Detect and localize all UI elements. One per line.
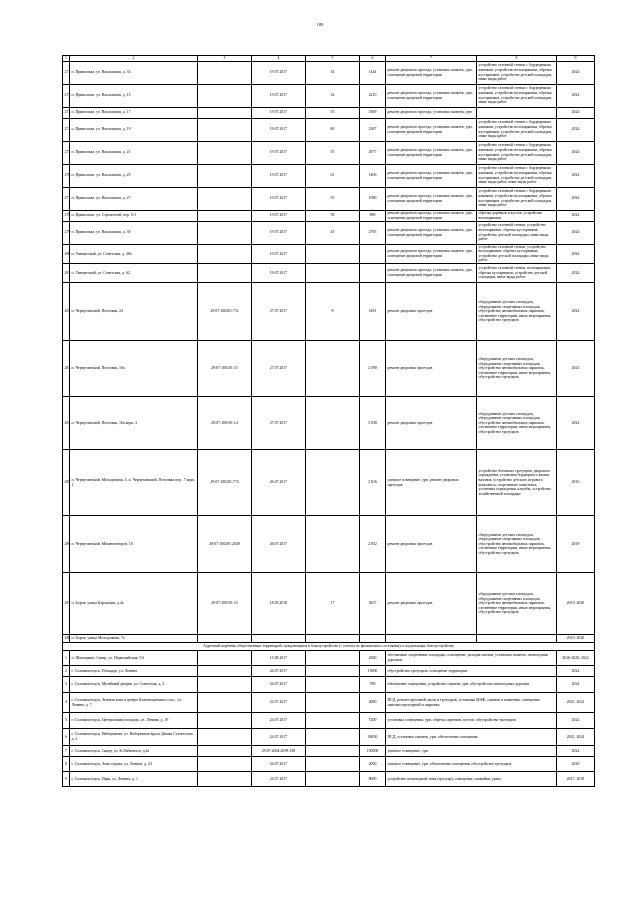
table-cell: ремонт дворовых проездов — [386, 573, 477, 635]
table-cell: 700 — [360, 677, 386, 693]
table-cell: 286 — [63, 516, 70, 573]
table-cell: ПСД, ремонт проезжей части и тротуаров, установка МАФ, скамеек в памятник, освещение, лавочки тротуарной и парковка — [386, 693, 557, 713]
column-number: 3 — [198, 56, 252, 62]
table-cell: 274 — [63, 118, 70, 141]
table-cell — [198, 118, 252, 141]
table-row — [63, 187, 595, 210]
table-cell: 2024 — [557, 84, 595, 107]
table-cell — [306, 450, 360, 516]
table-cell: 2023 — [557, 341, 595, 397]
table-cell: п. Шипицыно, Сквер, ул. Первомайская, 5А — [70, 651, 198, 666]
table-cell: 272 — [63, 84, 70, 107]
table-cell — [198, 772, 252, 787]
table-cell — [198, 693, 252, 713]
table-cell — [306, 772, 360, 787]
table-cell — [360, 635, 386, 643]
table-cell — [198, 651, 252, 666]
table-cell: 29:07:100201:2049 — [198, 516, 252, 573]
table-cell — [306, 746, 360, 757]
table-cell — [198, 757, 252, 772]
table-cell: 24.07.2017 — [252, 666, 306, 677]
table-cell: ремонт дворовых проездов — [386, 283, 477, 341]
column-number: 4 — [252, 56, 306, 62]
table-cell — [198, 221, 252, 244]
table-cell: 8 — [63, 757, 70, 772]
table-cell: уличное освещение, урн — [386, 746, 557, 757]
table-cell: 276 — [63, 164, 70, 187]
table-cell: 3369 — [360, 107, 386, 118]
table-cell: 2024 — [557, 118, 595, 141]
table-cell: 275 — [63, 141, 70, 164]
table-cell: 24.07.2017 — [252, 729, 306, 746]
table-row — [63, 677, 595, 693]
table-cell: 55 — [306, 187, 360, 210]
table-cell: 27.07.2017 — [252, 283, 306, 341]
table-cell: устройство газонной стенки с бордюрными камнями, устройство велопарковки, обрезка кустарников, устройство детской площадки, иные виды работ — [477, 187, 557, 210]
table-cell: г. Сольвычегодск, Центральная площадь, ул. Ленина, д. 19 — [70, 713, 198, 729]
table-cell: 2024 — [557, 397, 595, 450]
table-cell — [306, 693, 360, 713]
table-cell: 27.07.2017 — [252, 341, 306, 397]
table-cell — [477, 107, 557, 118]
table-row — [63, 221, 595, 244]
table-cell: 271 — [63, 61, 70, 84]
table-cell: г. Сольвычегодск, Музейный дворик, ул. Советская, д. 2 — [70, 677, 198, 693]
table-cell — [198, 187, 252, 210]
table-cell — [198, 107, 252, 118]
table-cell: 2024 — [557, 244, 595, 263]
table-cell: 55 — [306, 141, 360, 164]
table-cell: обустройство тротуаров, освещение территории — [386, 666, 557, 677]
table-cell: 2024 — [557, 666, 595, 677]
table-cell: 2024 — [557, 264, 595, 283]
table-cell — [306, 341, 360, 397]
table-cell: 29:07:100101:14 — [198, 397, 252, 450]
table-cell: п. Приволжье, ул. Вокзальная, д. 33 — [70, 61, 198, 84]
table-cell — [198, 264, 252, 283]
table-cell: 17 — [306, 573, 360, 635]
table-row — [63, 84, 595, 107]
table-cell: 5 — [63, 713, 70, 729]
table-row — [63, 450, 595, 516]
table-cell: 27.07.2017 — [252, 397, 306, 450]
table-cell: 29.07.2004:2059:158 — [252, 746, 306, 757]
table-cell: 2021, 2024 — [557, 729, 595, 746]
table-cell: 19.07.2017 — [252, 84, 306, 107]
table-cell: ремонт дворового проезда, установка скамеек, урн, освещение дворовой территории — [386, 164, 477, 187]
table-cell: п. Чернухинский, Почтовая, 16а — [70, 341, 198, 397]
table-cell: 282 — [63, 283, 70, 341]
table-cell: ремонт дворового проезда, установка скамеек, урн, освещение дворовой территории — [386, 187, 477, 210]
table-cell: ремонт дворового проезда, установка скамеек, урн, освещение дворовой территории — [386, 118, 477, 141]
column-number: 5 — [306, 56, 360, 62]
table-cell: 2024 — [557, 221, 595, 244]
section-title-row — [63, 643, 595, 651]
table-cell: п. Чернухинский, Почтовая, 16а корп. 2 — [70, 397, 198, 450]
table-cell: 281 — [63, 264, 70, 283]
table-cell: 3 — [63, 677, 70, 693]
column-number: 2 — [70, 56, 198, 62]
table-cell: п. Приволжье, ул. Вокзальная, д. 27 — [70, 187, 198, 210]
table-cell: 2024 — [557, 61, 595, 84]
table-row — [63, 516, 595, 573]
table-cell: уличное освещение, урн, обеспечение освещения, обустройство тротуаров — [386, 757, 557, 772]
table-cell: 54 — [306, 61, 360, 84]
table-cell: 2024 — [557, 107, 595, 118]
table-cell: ремонт дворового проезда, установка скамеек, урн, освещение дворовой территории — [386, 221, 477, 244]
table-cell: 2017, 2018 — [557, 772, 595, 787]
table-row — [63, 729, 595, 746]
table-cell: ремонт дворового проезда, установка скамеек, урн, освещение дворовой территории — [386, 210, 477, 221]
table-row — [63, 107, 595, 118]
table-cell: 2024 — [557, 164, 595, 187]
table-cell: устройство пешеходной зоны (тротуар), освещение, скамейки, урны — [386, 772, 557, 787]
table-cell — [198, 84, 252, 107]
table-cell: 19.07.2017 — [252, 244, 306, 263]
table-row — [63, 264, 595, 283]
table-cell — [306, 651, 360, 666]
table-cell: 285 — [63, 450, 70, 516]
table-cell — [306, 677, 360, 693]
table-cell: 279 — [63, 221, 70, 244]
table-cell: 7 — [63, 746, 70, 757]
table-cell: 2077 — [360, 141, 386, 164]
table-cell: 7200 — [360, 713, 386, 729]
table-cell: п. Приволжье, ул. Вокзальная, д. 15 — [70, 84, 198, 107]
table-cell — [198, 244, 252, 263]
table-cell: устройство газонной стенки с бордюрными камнями, устройство велопарковки, обрезка кустарников, устройство детской площадки, иные виды работ, иные виды работ — [477, 164, 557, 187]
table-cell: 19.07.2017 — [252, 187, 306, 210]
table-cell: п. Приволжье, ул. Строителей, пер. N 1 — [70, 210, 198, 221]
table-row — [63, 141, 595, 164]
table-cell: г. Сольвычегодск, Зона отдыха, ул. Ленина, д. 23 — [70, 757, 198, 772]
table-cell: 150000 — [360, 746, 386, 757]
table-cell: ремонт дворового проезда, установка скамеек, урн, освещение дворовой территории — [386, 244, 477, 263]
table-cell: 15000 — [360, 666, 386, 677]
table-cell: 2 816 — [360, 450, 386, 516]
table-cell: п. Чернухинский, Молодежная, 3, п. Чернухинский, Почтовая пер., 7 корп. 1 — [70, 450, 198, 516]
table-cell: 287 — [63, 573, 70, 635]
table-cell: оборудование детских площадок, оборудование спортивных площадок, обустройство автомобильных парковок, озеленение территории, иные мероприятия, обустройство тротуаров — [477, 341, 557, 397]
table-cell: 277 — [63, 187, 70, 210]
table-cell: 2 052 — [360, 516, 386, 573]
table-cell: п. Приволжье, ул. Вокзальная, д. 17 — [70, 107, 198, 118]
table-cell — [198, 746, 252, 757]
table-row — [63, 693, 595, 713]
table-cell — [386, 635, 477, 643]
table-cell: 2019 — [557, 516, 595, 573]
table-cell: п. Приволжье, ул. Вокзальная, д. 25 — [70, 164, 198, 187]
table-cell: 26.07.2017 — [252, 450, 306, 516]
table-cell: 6 — [63, 729, 70, 746]
table-cell: 1406 — [360, 164, 386, 187]
table-cell: оборудование детских площадок, оборудование спортивных площадок, обустройство автомобильных парковок, озеленение территории, иные мероприятия, обустройство тротуаров — [477, 397, 557, 450]
table-row — [63, 757, 595, 772]
table-cell: устройство газонной стенки, велопарковки, обрезка кустарников, устройство детской площадки, иные виды работ — [477, 264, 557, 283]
table-cell: 2024 — [557, 187, 595, 210]
table-cell: 26.07.2017 — [252, 516, 306, 573]
table-cell: 2024 — [557, 210, 595, 221]
table-cell: 19.07.2017 — [252, 264, 306, 283]
table-cell: 19.07.2017 — [252, 107, 306, 118]
table-cell: 1444 — [360, 61, 386, 84]
table-cell: 2785 — [360, 221, 386, 244]
table-cell: устройство газонной стенки, устройство велопарковки, обрезка кустарников, устройство детской площадки, иные виды работ — [477, 244, 557, 263]
table-cell — [198, 677, 252, 693]
table-cell: ремонт дворового проезда, установка скамеек, урн — [386, 107, 477, 118]
table-cell: 2024 — [557, 141, 595, 164]
table-cell: 2024 — [557, 746, 595, 757]
table-cell: 61 — [306, 164, 360, 187]
table-cell: г. Сольвычегодск, Площадь, ул. Ленина — [70, 666, 198, 677]
table-cell: 24.07.2017 — [252, 693, 306, 713]
table-row — [63, 61, 595, 84]
column-number: 6 — [360, 56, 386, 62]
table-cell: устройство газонной стенки, устройство велопарковки, обрезка кустарников, устройство детской площадки, иные виды работ — [477, 221, 557, 244]
table-cell: обновление освещения, устройство скамеек, урн, обустройство пешеходных дорожек — [386, 677, 557, 693]
table-cell: устройство газонной стенки с бордюрными камнями, устройство велопарковки, обрезка кустарников, устройство детской площадки, иные виды работ — [477, 118, 557, 141]
table-cell: 2016-2020, 2022 — [557, 651, 595, 666]
table-cell — [198, 729, 252, 746]
table-cell: ремонт дворового проезда, установка скамеек, урн, освещение дворовой территории — [386, 84, 477, 107]
table-row — [63, 772, 595, 787]
table-cell: оборудование детских площадок, оборудование спортивных площадок, обустройство автомобильных парковок, озеленение территории, иные мероприятия, обустройство тротуаров — [477, 283, 557, 341]
section-title: Адресный перечень общественных территорий, нуждающихся в благоустройстве (с учетом их физического состояния) и подлежащих благоустройству — [63, 643, 595, 651]
table-cell: 8 — [306, 283, 360, 341]
table-cell: г. Сольвычегодск, Набережная, ул. Набережная вдоль Двины Сухоногово, д. 2 — [70, 729, 198, 746]
table-cell: 2210 — [360, 84, 386, 107]
table-cell: обрезка деревьев и кустов, устройство велопарковки — [477, 210, 557, 221]
table-cell: г. Сольвычегодск, Зеленая зона в центре Благовещенского пос., ул. Ленина, д. 7 — [70, 693, 198, 713]
column-number: 8 — [477, 56, 557, 62]
table-cell: уличное освещение, урн, ремонт дворовых проездов — [386, 450, 477, 516]
table-cell: устройство газонной стенки с бордюрными камнями, устройство велопарковки, обрезка кустарников, устройство детской площадки, иные виды работ — [477, 61, 557, 84]
table-cell: ремонт дворовых проездов — [386, 341, 477, 397]
column-number: 7 — [386, 56, 477, 62]
table-cell: п. Чернухинский, Механизаторов, 10 — [70, 516, 198, 573]
table-cell: 273 — [63, 107, 70, 118]
table-cell: 1491 — [360, 283, 386, 341]
table-cell — [306, 635, 360, 643]
table-cell: 9 — [63, 772, 70, 787]
table-cell — [306, 516, 360, 573]
table-cell: 2 — [63, 666, 70, 677]
page-number: 189 — [316, 22, 324, 27]
table-cell: 29:07:100101:15 — [198, 341, 252, 397]
table-cell: 53 — [306, 107, 360, 118]
table-cell — [360, 264, 386, 283]
table-cell: 58 — [306, 210, 360, 221]
table-cell: 4000 — [360, 693, 386, 713]
table-cell — [252, 635, 306, 643]
table-cell: 19.07.2017 — [252, 141, 306, 164]
table-cell: п. Боров, улица Молодежная, 7а — [70, 635, 198, 643]
table-cell: 29:07:100101:15 — [198, 573, 252, 635]
table-cell — [306, 666, 360, 677]
table-cell: 24.07.2017 — [252, 677, 306, 693]
table-cell: 278 — [63, 210, 70, 221]
table-cell: устройство газонной стенки с бордюрными камнями, устройство велопарковки, обрезка кустарников, устройство детской площадки, иные виды работ — [477, 84, 557, 107]
table-cell: ремонт дворового проезда, установка скамеек, урн, освещение дворовой территории — [386, 264, 477, 283]
table-cell: 2024 — [557, 713, 595, 729]
table-cell: г. Сольвычегодск, Сквер, ул. К.Либкнехта, д.4а — [70, 746, 198, 757]
table-cell: 19.07.2017 — [252, 61, 306, 84]
table-row — [63, 164, 595, 187]
table-cell: 24.07.2017 — [252, 713, 306, 729]
table-cell: оборудование детских площадок, оборудование спортивных площадок, обустройство автомобильных парковок, озеленение территории, иные мероприятия, обустройство тротуаров — [477, 516, 557, 573]
table-cell — [306, 244, 360, 263]
table-row — [63, 746, 595, 757]
table-cell: 1980 — [360, 187, 386, 210]
table-row — [63, 573, 595, 635]
table-row — [63, 210, 595, 221]
table-cell — [306, 397, 360, 450]
table-cell: устройство бетонных тротуаров, дворового ограждения, установка бордюрного камня, вазонов, устройство детского игрового комплекса, спортивного комплекса, установка ограждения, клумбы, устройство хозяйственной площадки — [477, 450, 557, 516]
table-cell — [198, 141, 252, 164]
table-cell: п. Боров, улица Боровская, д.4а — [70, 573, 198, 635]
address-list-table — [62, 55, 595, 787]
table-cell: установка освещения, урн, обрезка деревьев, кустов, обустройство тротуаров — [386, 713, 557, 729]
table-cell: 280 — [63, 244, 70, 263]
table-cell: 38450 — [360, 729, 386, 746]
table-cell: 2019, 2020 — [557, 635, 595, 643]
table-cell — [306, 757, 360, 772]
table-cell: п. Приволжье, ул. Вокзальная, д. 39 — [70, 221, 198, 244]
table-cell: 45 — [306, 221, 360, 244]
table-cell: 19.07.2017 — [252, 210, 306, 221]
table-cell: 3 038 — [360, 397, 386, 450]
column-number: 1 — [63, 56, 70, 62]
table-cell: 4500 — [360, 651, 386, 666]
table-cell: г. Сольвычегодск, Парк, ул. Ленина, д. 1 — [70, 772, 198, 787]
table-cell: п. Уинматский, ул. Советская, д. 62 — [70, 264, 198, 283]
table-cell: 19.07.2017 — [252, 164, 306, 187]
table-cell: 24.07.2017 — [252, 757, 306, 772]
table-row — [63, 244, 595, 263]
table-cell — [198, 210, 252, 221]
table-cell — [198, 666, 252, 677]
table-cell — [198, 164, 252, 187]
table-cell: устройство газонной стенки с бордюрными камнями, устройство велопарковки, обрезка кустарников, устройство детской площадки, иные виды работ — [477, 141, 557, 164]
column-number: 9 — [557, 56, 595, 62]
table-cell: 29:07:100201:774 — [198, 450, 252, 516]
table-cell: 4 — [63, 693, 70, 713]
table-row — [63, 118, 595, 141]
table-cell: 2021, 2022 — [557, 693, 595, 713]
table-cell: 8000 — [360, 772, 386, 787]
table-cell — [477, 635, 557, 643]
table-cell: 2018 — [557, 757, 595, 772]
table-row — [63, 666, 595, 677]
table-cell: п. Уинматский, ул. Советская, д. 28а — [70, 244, 198, 263]
table-cell: 284 — [63, 397, 70, 450]
table-cell: ремонт дворового проезда, установка скамеек, урн, освещение дворовой территории — [386, 141, 477, 164]
table-cell: лестничные спортивные площадки, освещение, укладка плитки, установка скамеек, пешеходные дорожки — [386, 651, 557, 666]
table-cell: 24.07.2017 — [252, 772, 306, 787]
table-cell: 890 — [360, 210, 386, 221]
table-cell — [198, 635, 252, 643]
table-cell: ремонт дворового проезда, установка скамеек, урн, освещение дворовой территории — [386, 61, 477, 84]
table-cell: ремонт дворовых проездов — [386, 397, 477, 450]
table-cell: п. Приволжье, ул. Вокзальная, д. 21 — [70, 141, 198, 164]
table-cell: 60 — [306, 118, 360, 141]
table-row — [63, 283, 595, 341]
table-cell — [360, 244, 386, 263]
table-cell: ремонт дворовых проездов — [386, 516, 477, 573]
table-cell: 2016 — [557, 450, 595, 516]
table-cell: 19.07.2017 — [252, 118, 306, 141]
table-cell — [306, 713, 360, 729]
table-cell: 2 090 — [360, 341, 386, 397]
table-cell: оборудование детских площадок, оборудование спортивных площадок, обустройство автомобильных парковок, озеленение территории, иные мероприятия, обустройство тротуаров — [477, 573, 557, 635]
table-cell: п. Приволжье, ул. Вокзальная, д. 19 — [70, 118, 198, 141]
table-row — [63, 713, 595, 729]
table-cell: 2000 — [360, 757, 386, 772]
table-cell: 15.08.2017 — [252, 651, 306, 666]
table-cell: 18.05.2018 — [252, 573, 306, 635]
table-cell: п. Чернухинский, Почтовая, 24 — [70, 283, 198, 341]
table-cell — [198, 61, 252, 84]
table-cell: 288 — [63, 635, 70, 643]
table-cell: 29:07:100201:711 — [198, 283, 252, 341]
table-cell — [306, 264, 360, 283]
table-row — [63, 651, 595, 666]
table-cell: 2019, 2020 — [557, 573, 595, 635]
table-cell: 2387 — [360, 118, 386, 141]
table-cell: 19.07.2017 — [252, 221, 306, 244]
table-cell: 32 — [306, 84, 360, 107]
table-row — [63, 341, 595, 397]
table-cell: 2024 — [557, 283, 595, 341]
table-row — [63, 397, 595, 450]
table-cell — [198, 713, 252, 729]
table-cell: 1 — [63, 651, 70, 666]
table-cell: 283 — [63, 341, 70, 397]
table-row — [63, 635, 595, 643]
table-cell: 2024 — [557, 677, 595, 693]
table-cell: 3637 — [360, 573, 386, 635]
table-cell — [306, 729, 360, 746]
table-cell: ПСД, установка скамеек, урн, обеспечение освещения — [386, 729, 557, 746]
